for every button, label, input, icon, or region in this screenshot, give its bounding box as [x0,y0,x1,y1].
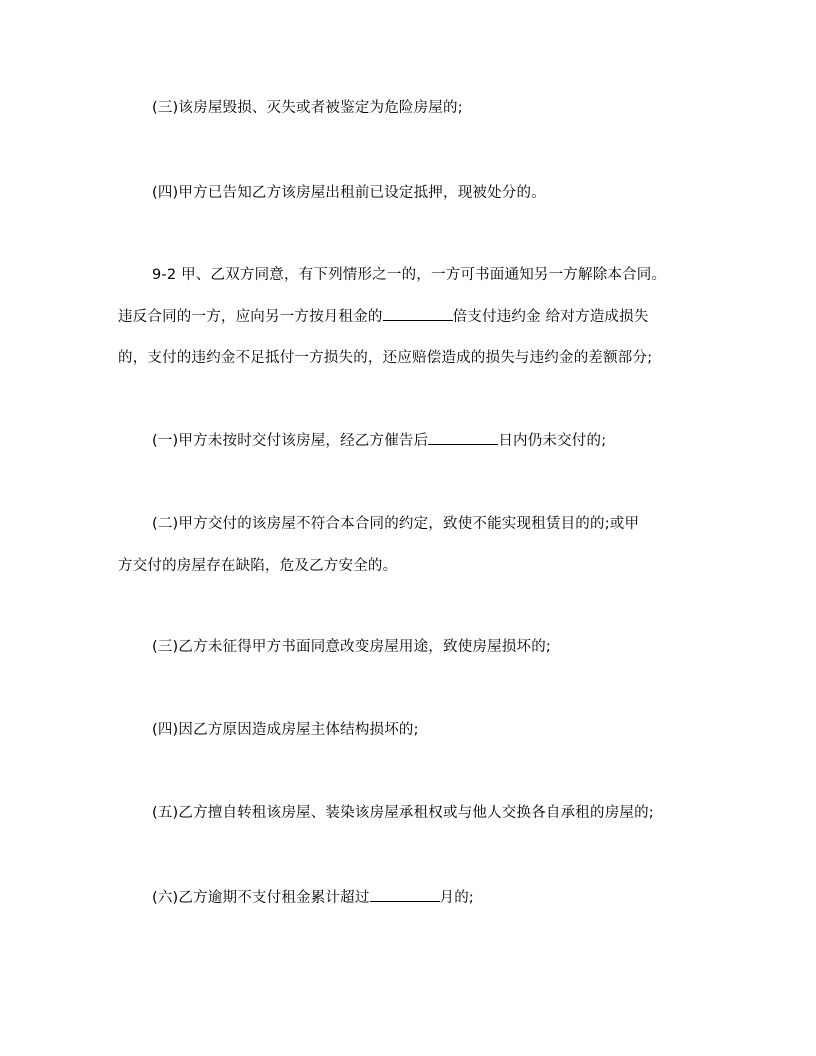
clause-text: (三)该房屋毁损、灭失或者被鉴定为危险房屋的; [152,100,463,116]
clause-6-overdue-rent [152,887,732,908]
clause-text: 的，支付的违约金不足抵付一方损失的，还应赔偿造成的损失与违约金的差额部分; [118,350,653,366]
clause-5-unauthorized-sublease [152,803,732,823]
clause-9-2-heading [152,265,732,285]
clause-2-continuation [118,556,698,576]
clause-text: (三)乙方未征得甲方书面同意改变房屋用途，致使房屋损坏的; [152,639,551,655]
clause-text-end: 倍支付违约金 给对方造成损失 [452,309,649,325]
penalty-multiplier-blank[interactable] [383,306,453,321]
months-blank[interactable] [370,887,440,902]
clause-text-start: (一)甲方未按时交付该房屋，经乙方催告后 [152,433,429,449]
clause-text: (二)甲方交付的该房屋不符合本合同的约定，致使不能实现租赁目的的;或甲 [152,516,640,532]
clause-3-house-damaged [152,98,732,118]
clause-2-nonconforming-house [152,514,732,534]
clause-text-end: 月的; [439,890,475,906]
clause-4-mortgage-disposed [152,183,732,203]
clause-text: (五)乙方擅自转租该房屋、装染该房屋承租权或与他人交换各自承租的房屋的; [152,805,654,821]
clause-9-2-compensation-line [118,348,698,368]
clause-3-changed-use [152,637,732,657]
clause-9-2-penalty-line [118,306,698,327]
clause-text-end: 日内仍未交付的; [498,433,607,449]
clause-text-start: 违反合同的一方，应向另一方按月租金的 [118,309,383,325]
clause-text: 方交付的房屋存在缺陷，危及乙方安全的。 [118,558,398,574]
clause-1-late-delivery [152,430,732,451]
clause-4-structural-damage [152,720,732,740]
days-blank[interactable] [428,430,498,445]
clause-text-start: (六)乙方逾期不支付租金累计超过 [152,890,370,906]
clause-text: (四)甲方已告知乙方该房屋出租前已设定抵押，现被处分的。 [152,185,546,201]
clause-text: 9-2 甲、乙双方同意，有下列情形之一的，一方可书面通知另一方解除本合同。 [152,267,667,283]
clause-text: (四)因乙方原因造成房屋主体结构损坏的; [152,722,419,738]
